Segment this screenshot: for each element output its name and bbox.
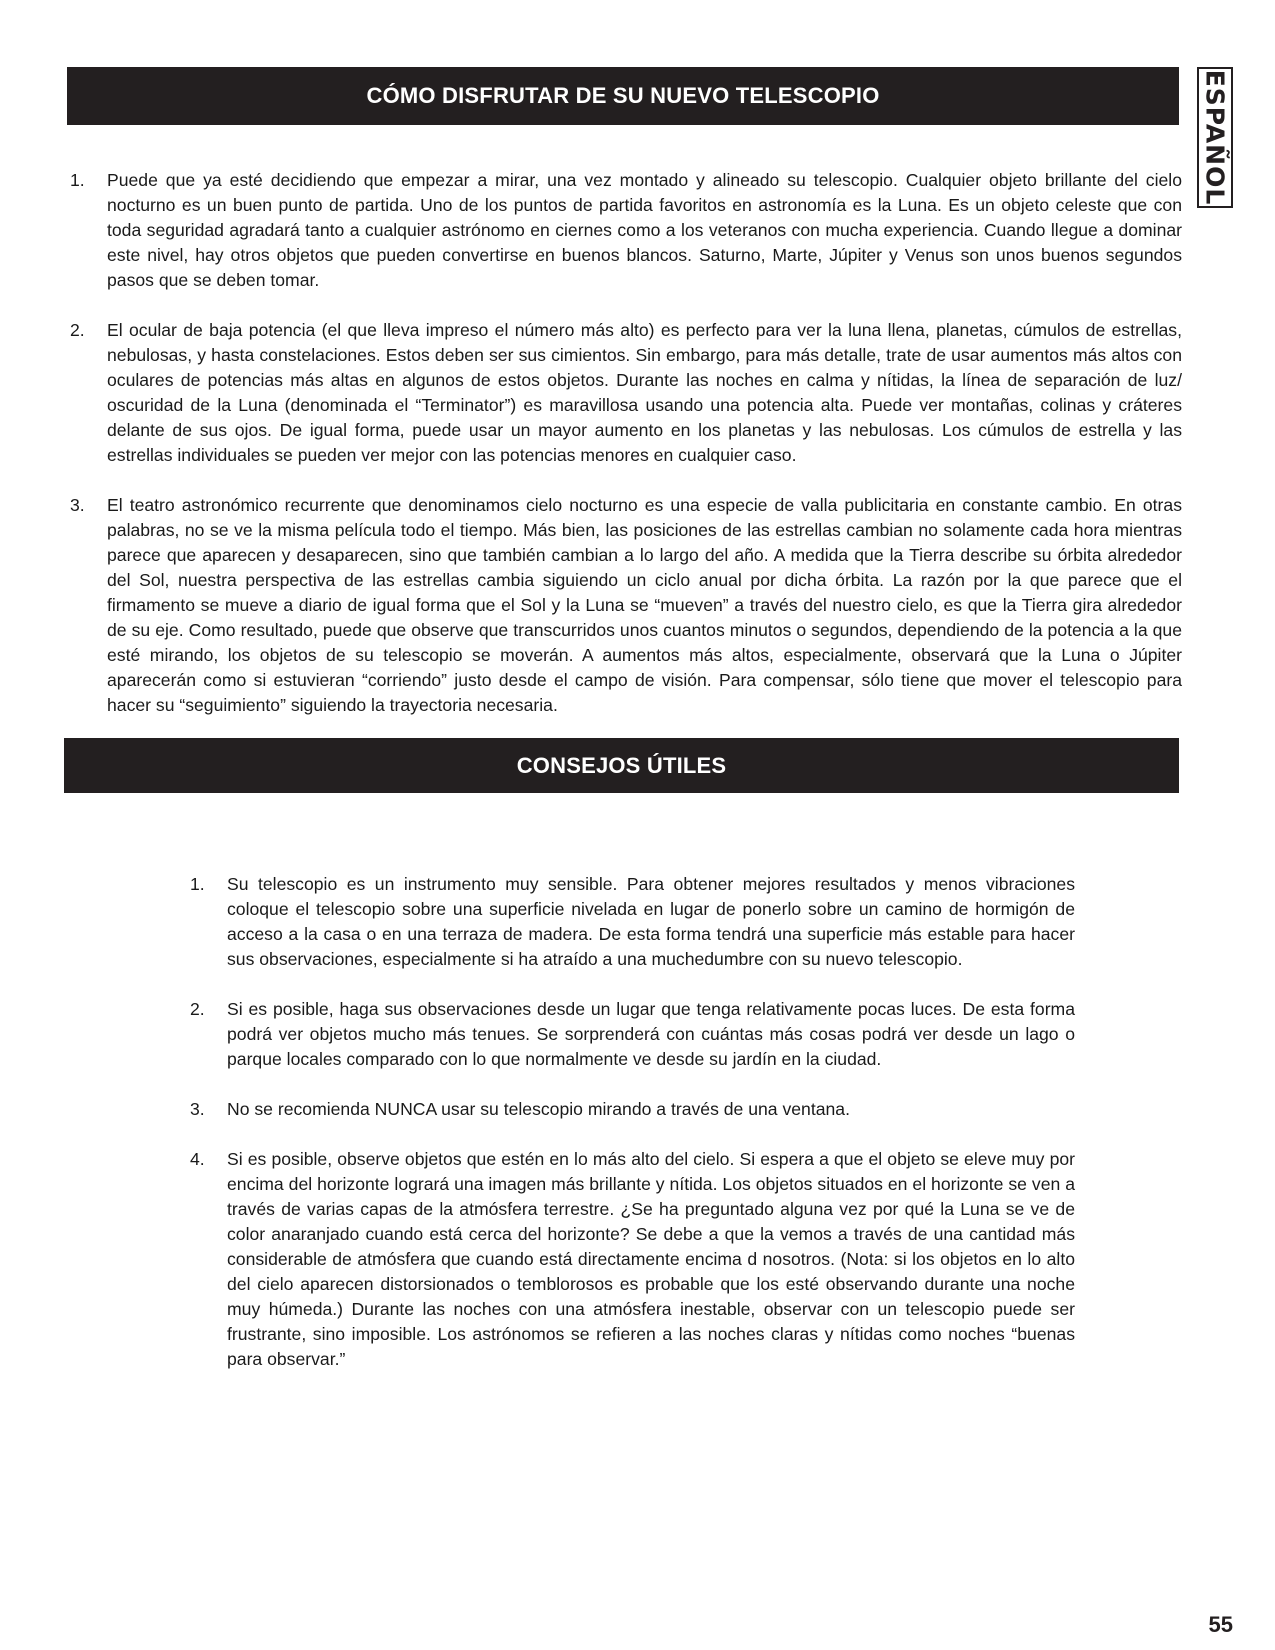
language-tab-label: ESPAÑOL: [1200, 69, 1230, 206]
list-item: [190, 1147, 1075, 1372]
list-item-text: El teatro astronómico recurrente que denominamos cielo nocturno es una especie de valla publicitaria en constante cambio. En otras palabras, no se ve la misma película todo el tiempo. Más bien, las posiciones de las estrellas cambian no solamente cada hora mientras parece que aparecen y desaparecen, sino que también cambian a lo largo del año. A medida que la Tierra describe su órbita alrededor del Sol, nuestra perspectiva de las estrellas cambia siguiendo un ciclo anual por dicha órbita. La razón por la que parece que el firmamento se mueve a diario de igual forma que el Sol y la Luna se “mueven” a través del nuestro cielo, es que la Tierra gira alrededor de su eje. Como resultado, puede que observe que transcurridos unos cuantos minutos o segundos, dependiendo de la potencia a la que esté mirando, los objetos de su telescopio se moverán. A aumentos más altos, especialmente, observará que la Luna o Júpiter aparecerán como si estuvieran “corriendo” justo desde el campo de visión. Para compensar, sólo tiene que mover el telescopio para hacer su “seguimiento” siguiendo la trayectoria necesaria.: [107, 495, 1182, 715]
list-item-text: Si es posible, haga sus observaciones desde un lugar que tenga relativamente pocas luces. De esta forma podrá ver objetos mucho más tenues. Se sorprenderá con cuántas más cosas podrá ver desde un lago o parque locales comparado con lo que normalmente ve desde su jardín en la ciudad.: [227, 999, 1075, 1069]
list-item-number: 2.: [70, 320, 85, 340]
list-item: [190, 997, 1075, 1072]
list-item: [190, 872, 1075, 972]
section-heading-useful-tips: [64, 738, 1179, 793]
list-item-number: 3.: [70, 495, 85, 515]
useful-tips-list: [190, 872, 1075, 1397]
list-item: [70, 168, 1182, 293]
list-item-number: 1.: [190, 874, 205, 894]
list-item-text: Puede que ya esté decidiendo que empezar a mirar, una vez montado y alineado su telescopio. Cualquier objeto brillante del cielo nocturno es un buen punto de partida. Uno de los puntos de partida favoritos en astronomía es la Luna. Es un objeto celeste que con toda seguridad agradará tanto a cualquier astrónomo en ciernes como a los veteranos con mucha experiencia. Cuando llegue a dominar este nivel, hay otros objetos que pueden convertirse en buenos blancos. Saturno, Marte, Júpiter y Venus son unos buenos segundos pasos que se deben tomar.: [107, 170, 1182, 290]
list-item-text: Si es posible, observe objetos que estén en lo más alto del cielo. Si espera a que el objeto se eleve muy por encima del horizonte logrará una imagen más brillante y nítida. Los objetos situados en el horizonte se ven a través de varias capas de la atmósfera terrestre. ¿Se ha preguntado alguna vez por qué la Luna se ve de color anaranjado cuando está cerca del horizonte? Se debe a que la vemos a través de una cantidad más considerable de atmósfera que cuando está directamente encima d nosotros. (Nota: si los objetos en lo alto del cielo aparecen distorsionados o temblorosos es probable que los esté observando durante una noche muy húmeda.) Durante las noches con una atmósfera inestable, observar con un telescopio puede ser frustrante, sino imposible. Los astrónomos se refieren a las noches claras y nítidas como noches “buenas para observar.”: [227, 1149, 1075, 1369]
page-number: 55: [1208, 1612, 1233, 1637]
section-heading-text: CÓMO DISFRUTAR DE SU NUEVO TELESCOPIO: [366, 83, 880, 108]
enjoy-telescope-list: [70, 168, 1182, 743]
list-item-number: 1.: [70, 170, 85, 190]
list-item: [190, 1097, 1075, 1122]
section-heading-enjoy-telescope: [67, 67, 1179, 125]
list-item-number: 3.: [190, 1099, 205, 1119]
list-item-number: 2.: [190, 999, 205, 1019]
list-item-number: 4.: [190, 1149, 205, 1169]
section-heading-text: CONSEJOS ÚTILES: [516, 752, 727, 778]
list-item-text: Su telescopio es un instrumento muy sensible. Para obtener mejores resultados y menos vibraciones coloque el telescopio sobre una superficie nivelada en lugar de ponerlo sobre un camino de hormigón de acceso a la casa o en una terraza de madera. De esta forma tendrá una superficie más estable para hacer sus observaciones, especialmente si ha atraído a una muchedumbre con su nuevo telescopio.: [227, 874, 1075, 969]
list-item-text: El ocular de baja potencia (el que lleva impreso el número más alto) es perfecto para ver la luna llena, planetas, cúmulos de estrellas, nebulosas, y hasta constelaciones. Estos deben ser sus cimientos. Sin embargo, para más detalle, trate de usar aumentos más altos con oculares de potencias más altas en algunos de estos objetos. Durante las noches en calma y nítidas, la línea de separación de luz/ oscuridad de la Luna (denominada el “Terminator”) es maravillosa usando una potencia alta. Puede ver montañas, colinas y cráteres delante de sus ojos. De igual forma, puede usar un mayor aumento en los planetas y las nebulosas. Los cúmulos de estrella y las estrellas individuales se pueden ver mejor con las potencias menores en cualquier caso.: [107, 320, 1182, 465]
list-item: [70, 318, 1182, 468]
list-item-text: No se recomienda NUNCA usar su telescopio mirando a través de una ventana.: [227, 1099, 850, 1119]
language-tab: [1197, 67, 1233, 208]
list-item: [70, 493, 1182, 718]
